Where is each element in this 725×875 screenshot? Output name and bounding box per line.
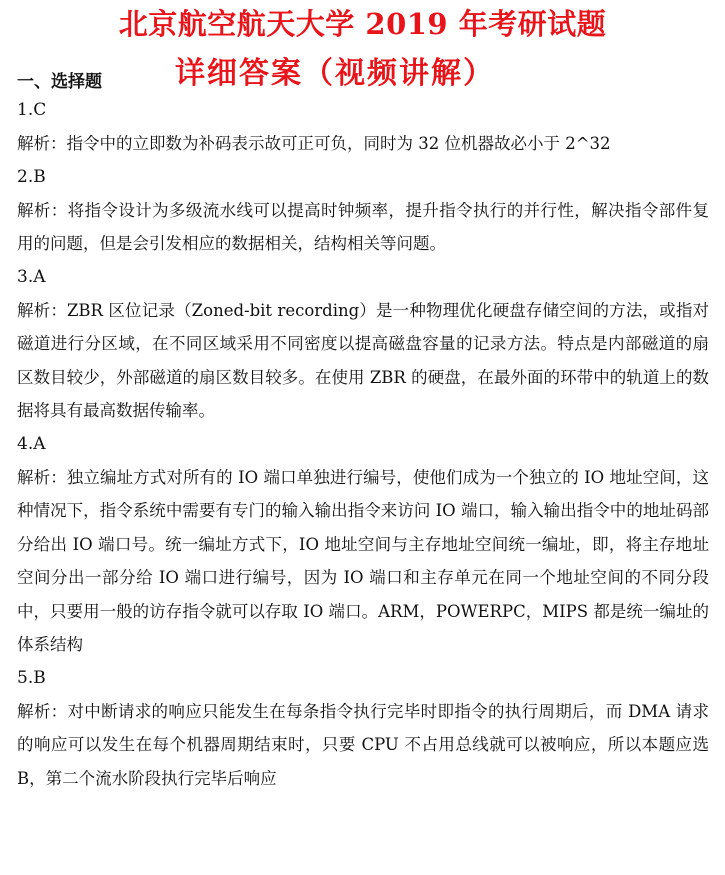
section-heading: 一、选择题: [17, 72, 102, 92]
answer-label: 4.A: [17, 433, 46, 454]
answer-label: 1.C: [17, 100, 47, 120]
answer-label: 3.A: [17, 266, 46, 287]
document-title: 北京航空航天大学 2019 年考研试题: [118, 7, 607, 41]
answer-label: 2.B: [17, 166, 46, 187]
document-subtitle: 详细答案（视频讲解）: [175, 56, 495, 91]
answer-explanation: 解析：独立编址方式对所有的 IO 端口单独进行编号，使他们成为一个独立的 IO 地址空间，这种情况下，指令系统中需要有专门的输入输出指令来访问 IO 端口，输入输出指令中的地址码部分给出 IO 端口号。统一编址方式下，IO 地址空间与主存地址空间统一编址，即，将主存地址空间分出一部分给 IO 端口进行编号，因为 IO 端口和主存单元在同一个地址空间的不同分段中，只要用一般的访存指令就可以存取 IO 端口。ARM，POWERPC，MIPS 都是统一编址的体系结构: [17, 467, 709, 654]
answer-explanation: 解析：对中断请求的响应只能发生在每条指令执行完毕时即指令的执行周期后，而 DMA 请求的响应可以发生在每个机器周期结束时，只要 CPU 不占用总线就可以被响应，所以本题应选 B，第二个流水阶段执行完毕后响应: [17, 701, 709, 788]
question-item: [17, 428, 709, 662]
answer-explanation: 解析：ZBR 区位记录（Zoned-bit recording）是一种物理优化硬盘存储空间的方法，或指对磁道进行分区域，在不同区域采用不同密度以提高磁盘容量的记录方法。特点是内部磁道的扇区数目较少，外部磁道的扇区数目较多。在使用 ZBR 的硬盘，在最外面的环带中的轨道上的数据将具有最高数据传输率。: [17, 300, 709, 420]
answer-label: 5.B: [17, 667, 46, 688]
question-item: [17, 161, 709, 261]
answer-explanation: 解析：指令中的立即数为补码表示故可正可负，同时为 32 位机器故必小于 2^32: [17, 134, 611, 153]
answer-explanation: 解析：将指令设计为多级流水线可以提高时钟频率，提升指令执行的并行性，解决指令部件复用的问题，但是会引发相应的数据相关，结构相关等问题。: [17, 200, 709, 253]
question-item: [17, 261, 709, 428]
question-item: [17, 94, 709, 161]
answer-list: [17, 94, 709, 795]
question-item: [17, 662, 709, 796]
